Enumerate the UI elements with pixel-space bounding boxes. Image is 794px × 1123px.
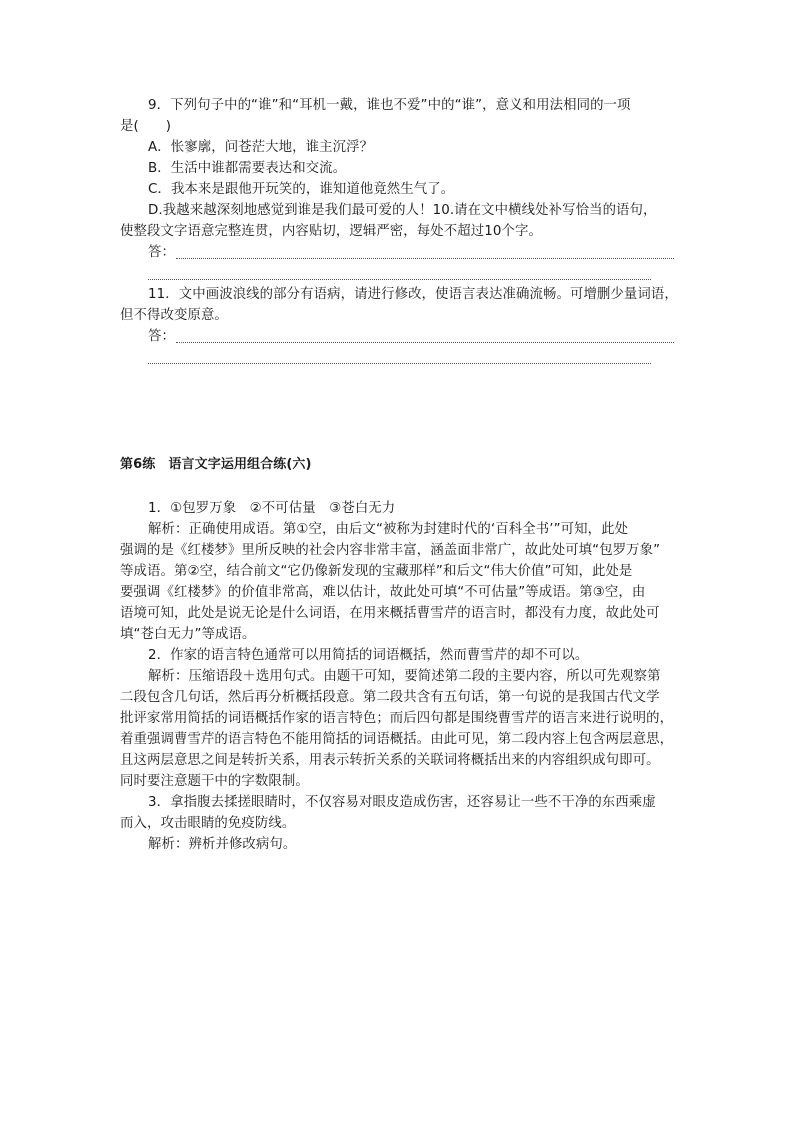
q9-stem-line1: 9．下列句子中的“谁”和“耳机一戴，谁也不爱”中的“谁”，意义和用法相同的一项	[148, 98, 631, 113]
answer-3-line2: 而入，攻击眼睛的免疫防线。	[120, 816, 296, 831]
answer-line-q10-2	[148, 279, 651, 280]
answer-line-q10-1	[176, 258, 674, 259]
answer-2-analysis-line: 且这两层意思之间是转折关系，用表示转折关系的关联词将概括出来的内容组织成句即可。	[120, 753, 660, 768]
answer-2-analysis-line: 二段包含几句话，然后再分析概括段意。第二段共含有五句话，第一句说的是我国古代文学	[120, 690, 660, 705]
section-title: 第6练 语言文字运用组合练(六)	[120, 457, 312, 472]
q9-option-d-q10-line1: D.我越来越深刻地感觉到谁是我们最可爱的人！10.请在文中横线处补写恰当的语句，	[148, 203, 657, 218]
q11-line1: 11．文中画波浪线的部分有语病，请进行修改，使语言表达准确流畅。可增删少量词语，	[148, 287, 678, 302]
answer-3-analysis: 解析：辨析并修改病句。	[148, 837, 297, 852]
q9-option-b: B．生活中谁都需要表达和交流。	[148, 161, 347, 176]
answer-3-line1: 3．拿指腹去揉搓眼睛时，不仅容易对眼皮造成伤害，还容易让一些不干净的东西乘虚	[148, 795, 656, 810]
answer-2-analysis-line: 解析：压缩语段＋选用句式。由题干可知，要简述第二段的主要内容，所以可先观察第	[148, 669, 661, 684]
answer-1-analysis-line: 强调的是《红楼梦》里所反映的社会内容非常丰富，涵盖面非常广，故此处可填“包罗万象”	[120, 543, 661, 558]
q9-stem-line2: 是( )	[120, 119, 172, 134]
answer-2-analysis-line: 同时要注意题干中的字数限制。	[120, 774, 309, 789]
answer-label-q10: 答：	[148, 245, 175, 260]
q11-line2: 但不得改变原意。	[120, 308, 228, 323]
answer-1-analysis-line: 要强调《红楼梦》的价值非常高，难以估计，故此处可填“不可估量”等成语。第③空，由	[120, 585, 646, 600]
q9-option-c: C．我本来是跟他开玩笑的，谁知道他竟然生气了。	[148, 182, 455, 197]
answer-line-q11-1	[176, 342, 674, 343]
q9-option-a: A．怅寥廓，问苍茫大地，谁主沉浮？	[148, 140, 374, 155]
answer-2: 2．作家的语言特色通常可以用简括的词语概括，然而曹雪芹的却不可以。	[148, 648, 589, 663]
answer-label-q11: 答：	[148, 329, 175, 344]
answer-1-analysis-line: 解析：正确使用成语。第①空，由后文“被称为封建时代的‘百科全书’”可知，此处	[148, 522, 629, 537]
q10-line2: 使整段文字语意完整连贯，内容贴切，逻辑严密，每处不超过10个字。	[120, 224, 542, 239]
answer-1-analysis-line: 等成语。第②空，结合前文“它仍像新发现的宝藏那样”和后文“伟大价值”可知，此处是	[120, 564, 633, 579]
answer-2-analysis-line: 着重强调曹雪芹的语言特色不能用简括的词语概括。由此可见，第二段内容上包含两层意思，	[120, 732, 674, 747]
answer-1-analysis-line: 填“苍白无力”等成语。	[120, 627, 256, 642]
answer-line-q11-2	[148, 363, 651, 364]
answer-2-analysis-line: 批评家常用简括的词语概括作家的语言特色；而后四句都是围绕曹雪芹的语言来进行说明的，	[120, 711, 674, 726]
answer-1-analysis-line: 语境可知，此处是说无论是什么词语，在用来概括曹雪芹的语言时，都没有力度，故此处可	[120, 606, 660, 621]
answer-1: 1．①包罗万象 ②不可估量 ③苍白无力	[148, 501, 396, 516]
